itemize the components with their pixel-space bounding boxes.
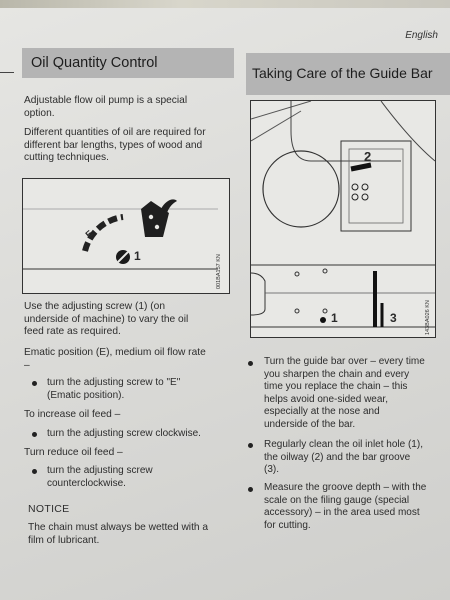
oilway-callout: 2 — [364, 149, 372, 164]
text-line: (Ematic position). — [47, 389, 125, 401]
guide-bar-illustration — [251, 101, 435, 337]
text-line: helps avoid one-sided wear, — [264, 393, 388, 405]
text-line: The chain must always be wetted with a — [28, 522, 209, 533]
oil-pump-illustration — [23, 179, 229, 293]
intro-paragraph — [24, 95, 187, 120]
text-line: Use the adjusting screw (1) (on — [24, 301, 165, 312]
text-line: Different quantities of oil are required for — [24, 127, 206, 138]
text-line: option. — [24, 107, 55, 119]
text-line: (3). — [264, 464, 279, 476]
text-line: cutting techniques. — [24, 152, 109, 164]
clean-oil-inlet-bullet — [264, 439, 423, 477]
text-line: turn the adjusting screw to "E" — [47, 377, 181, 388]
text-line: film of lubricant. — [28, 534, 100, 546]
text-line: for cutting. — [264, 519, 311, 531]
adjusting-screw-paragraph — [24, 301, 188, 339]
ematic-marker: E — [83, 228, 95, 240]
text-line: time you replace the chain – this — [264, 381, 408, 393]
text-line: Measure the groove depth – with the — [264, 482, 427, 493]
bullet-dot — [32, 381, 37, 386]
reduce-oil-label: Turn reduce oil feed – — [24, 447, 123, 458]
text-line: counterclockwise. — [47, 477, 126, 489]
figure-code: 143BA026 KN — [425, 300, 431, 335]
measure-groove-bullet — [264, 482, 426, 532]
bullet-dot — [248, 443, 253, 448]
cover-edge — [0, 0, 450, 8]
turn-bar-bullet — [264, 356, 425, 432]
increase-oil-label: To increase oil feed – — [24, 409, 121, 420]
text-line: – — [24, 359, 30, 371]
oil-inlet-callout: 1 — [331, 311, 338, 325]
language-label: English — [405, 30, 438, 41]
text-line: Turn the guide bar over – every time — [264, 356, 425, 367]
text-line: feed rate as required. — [24, 326, 121, 338]
notice-label: NOTICE — [28, 503, 70, 515]
text-line: you sharpen the chain and every — [264, 368, 410, 380]
guide-bar-figure — [250, 100, 436, 338]
text-line: scale on the filing gauge (special — [264, 494, 410, 506]
text-line: the oilway (2) and the bar groove — [264, 451, 411, 463]
text-line: Ematic position (E), medium oil flow rate — [24, 347, 206, 358]
ematic-bullet — [47, 377, 180, 402]
oil-pump-figure — [22, 178, 230, 294]
text-line: Regularly clean the oil inlet hole (1), — [264, 439, 423, 450]
bullet-dot — [248, 361, 253, 366]
screw-callout: 1 — [134, 249, 141, 263]
bar-groove-callout: 3 — [390, 311, 397, 325]
bullet-dot — [32, 469, 37, 474]
text-line: different bar lengths, types of wood and — [24, 139, 203, 151]
guide-bar-heading: Taking Care of the Guide Bar — [246, 53, 450, 95]
notice-text — [28, 522, 208, 547]
text-line: especially at the nose and — [264, 406, 380, 418]
counterclockwise-bullet — [47, 465, 153, 490]
bullet-dot — [32, 432, 37, 437]
clockwise-bullet: turn the adjusting screw clockwise. — [47, 428, 201, 439]
margin-rule — [0, 72, 14, 73]
figure-code: 001BA157 KN — [216, 254, 222, 289]
text-line: Adjustable flow oil pump is a special — [24, 95, 188, 106]
bullet-dot — [248, 487, 253, 492]
text-line: underside of machine) to vary the oil — [24, 313, 189, 325]
oil-quantity-heading: Oil Quantity Control — [22, 48, 234, 78]
oil-requirements-paragraph — [24, 127, 206, 165]
text-line: turn the adjusting screw — [47, 465, 153, 476]
text-line: accessory) – in the area used most — [264, 507, 420, 519]
ematic-paragraph — [24, 347, 206, 372]
text-line: underside of the bar. — [264, 418, 356, 430]
